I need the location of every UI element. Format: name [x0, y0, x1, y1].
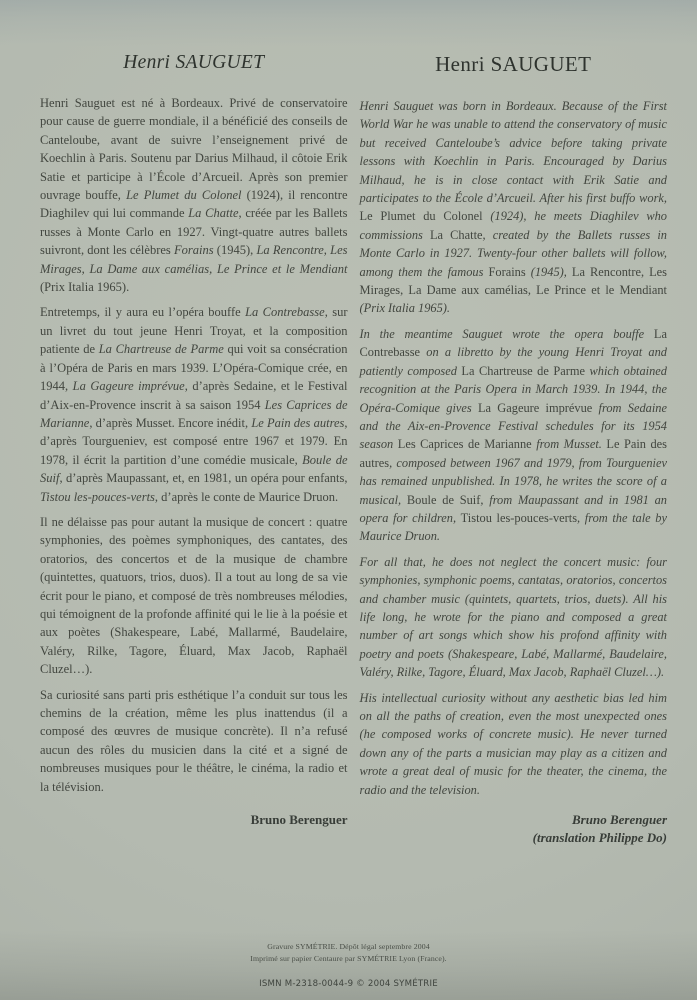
text-segment: Le Plumet du Colonel — [126, 188, 242, 203]
text-segment: , created by the Ballets russes in Monte Carlo in 1927. Twenty-four other ballets will follow, among them the famous — [359, 227, 667, 279]
text-segment: Tistou les-pouces-verts — [460, 510, 578, 525]
text-segment: Forains — [174, 243, 214, 258]
text-segment: (1945), — [525, 264, 572, 279]
text-segment: Boule de Suif — [406, 492, 481, 507]
text-segment: Les Caprices de Marianne — [397, 437, 532, 452]
text-segment: , d’après Maupassant, et, en 1981, un opéra pour enfants, — [59, 471, 348, 486]
text-segment: , d’après Tourgueniev, est composé entre 1967 et 1979. En 1978, il écrit la partition d’une comédie musicale, — [40, 415, 348, 467]
text-segment: which obtained recognition at the Paris Opera in March 1939. In 1944, the Opéra-Comique gives — [359, 363, 667, 415]
translator-note: (translation Philippe Do) — [532, 830, 667, 846]
paragraph — [40, 513, 348, 679]
colophon — [0, 941, 697, 964]
text-segment: , créée par les Ballets russes à Monte Carlo en 1927. Vingt-quatre autres ballets suivront, dont les célèbres — [40, 206, 348, 258]
text-segment: La Gageure imprévue — [477, 400, 593, 415]
text-segment: La Chartreuse de Parme — [98, 342, 224, 357]
english-body-text — [360, 97, 668, 799]
french-heading: Henri SAUGUET — [123, 52, 265, 73]
text-segment: , d’après le conte de Maurice Druon. — [154, 489, 339, 504]
text-segment: , composed between 1967 and 1979, from Tourgueniev has remained unpublished. In 1978, he writes the score of a musical, — [359, 455, 667, 507]
french-body-text — [40, 94, 348, 796]
paragraph — [360, 689, 668, 799]
text-segment: His intellectual curiosity without any aesthetic bias led him on all the paths of creation, even the most unexpected ones (he composed works of concrete music). He never turned down any of the parts a musician may play as a citizen and wrote a great deal of music for the theater, the cinema, the radio and the television. — [359, 690, 667, 797]
english-heading: Henri SAUGUET — [435, 52, 592, 76]
text-segment: For all that, he does not neglect the concert music: four symphonies, symphonic poems, cantatas, oratorios, concertos and chamber music (quintets, quartets, trios, duets). All his life long, he wrote for the piano and composed a great number of art songs which show his profond affinity with poetry and poets (Shakespeare, Labé, Mallarmé, Baudelaire, Valéry, Rilke, Tagore, Éluard, Max Jacob, Raphaël Cluzel…). — [359, 554, 667, 680]
text-segment: Tistou les-pouces-verts — [40, 489, 155, 504]
text-segment: Boule de Suif — [40, 452, 348, 486]
french-signature — [40, 811, 348, 829]
colophon-line-2: Imprimé sur papier Centaure par SYMÉTRIE Lyon (France). — [250, 953, 447, 963]
text-segment: , from Maupassant and in 1981 an opera for children, — [359, 492, 667, 525]
paragraph — [40, 303, 348, 505]
text-segment: La Contrebasse — [359, 326, 667, 360]
text-segment: Le Plumet du Colonel — [359, 209, 483, 224]
text-segment: (1945), — [213, 243, 257, 258]
author-name: Bruno Berenguer — [572, 812, 667, 828]
text-segment: La Contrebasse — [245, 305, 325, 320]
paragraph — [40, 686, 348, 796]
text-segment: from Sedaine and the Aix-en-Provence Festival schedules for its 1954 season — [359, 400, 667, 452]
ismn-line: ISMN M-2318-0044-9 © 2004 SYMÉTRIE — [259, 979, 438, 989]
text-segment: La Rencontre, Les Mirages, La Dame aux camélias, Le Prince et le Mendiant — [359, 264, 668, 298]
text-segment: Le Pain des autres — [251, 415, 345, 430]
text-segment: Les Caprices de Marianne — [40, 397, 348, 430]
text-segment: La Chatte — [188, 206, 239, 221]
paragraph — [360, 97, 668, 318]
text-segment: Henri Sauguet est né à Bordeaux. Privé de conservatoire pour cause de guerre mondiale, il a bénéficié des conseils de Canteloube, avant de suivre l’enseignement privé de Koechlin à Paris. Soutenu par Darius Milhaud, il côtoie Erik Satie et participe à l’École d’Arcueil. Après son premier ouvrage bouffe, — [40, 96, 348, 203]
english-column — [360, 52, 668, 847]
text-segment: La Chatte — [429, 227, 483, 242]
english-signature — [360, 811, 668, 847]
text-segment: (1924), he meets Diaghilev who commissions — [359, 209, 667, 242]
text-segment: , d’après Sedaine, et le Festival d’Aix-en-Provence inscrit à sa saison 1954 — [40, 379, 348, 412]
text-segment: qui voit sa consécration à l’Opéra de Paris en mars 1939. L’Opéra-Comique crée, en 1944, — [40, 342, 348, 394]
text-segment: Le Pain des autres — [359, 437, 668, 470]
paragraph — [360, 553, 668, 682]
text-segment: Il ne délaisse pas pour autant la musique de concert : quatre symphonies, des poèmes symphoniques, des cantates, des oratorios, des concertos et de la musique de chambre (quintettes, quatuors, trios, duos). Il a tout au long de sa vie écrit pour le piano, et composé de très nombreuses mélodies, qui témoignent de la profonde affinité qui le lie à la poésie et aux poètes (Shakespeare, Labé, Mallarmé, Baudelaire, Valéry, Rilke, Tagore, Éluard, Max Jacob, Raphaël Cluzel…). — [40, 514, 348, 677]
text-segment: La Chartreuse de Parme — [461, 363, 586, 378]
french-column — [40, 52, 348, 847]
two-column-layout — [40, 52, 667, 847]
text-segment: from Musset. — [531, 437, 607, 452]
paragraph — [360, 325, 668, 546]
text-segment: (Prix Italia 1965). — [40, 280, 130, 295]
text-segment: Entretemps, il y aura eu l’opéra bouffe — [40, 305, 246, 320]
text-segment: , sur un livret du tout jeune Henri Troyat, et la composition patiente de — [40, 305, 348, 357]
text-segment: In the meantime Sauguet wrote the opera bouffe — [359, 326, 654, 341]
text-segment: on a libretto by the young Henri Troyat and patiently composed — [359, 345, 667, 378]
text-segment: , from the tale by Maurice Druon. — [359, 510, 667, 544]
text-segment: Sa curiosité sans parti pris esthétique l’a conduit sur tous les chemins de la création, même les plus inattendus (il a composé des œuvres de musique concrète). Il n’a refusé aucun des rôles du musicien dans la cité et a signé de nombreuses musiques pour le théâtre, le cinéma, la radio et la télévision. — [40, 687, 348, 794]
text-segment: (Prix Italia 1965). — [359, 301, 451, 316]
text-segment: La Gageure imprévue — [72, 379, 185, 394]
colophon-line-1: Gravure SYMÉTRIE. Dépôt légal septembre 2004 — [267, 942, 430, 951]
text-segment: Henri Sauguet was born in Bordeaux. Because of the First World War he was unable to attend the conservatory of music but received Canteloube’s advice before taking private lessons with Koechlin in Paris. Encouraged by Darius Milhaud, he is in close contact with Erik Satie and participates to the École d’Arcueil. After his first buffo work, — [359, 99, 667, 206]
paragraph — [40, 94, 348, 296]
author-name: Bruno Berenguer — [250, 812, 348, 828]
text-segment: (1924), il rencontre Diaghilev qui lui commande — [40, 188, 348, 221]
text-segment: Forains — [488, 264, 526, 279]
text-segment: La Rencontre, Les Mirages, La Dame aux camélias, Le Prince et le Mendiant — [40, 243, 348, 276]
text-segment: , d’après Musset. Encore inédit, — [89, 415, 252, 430]
